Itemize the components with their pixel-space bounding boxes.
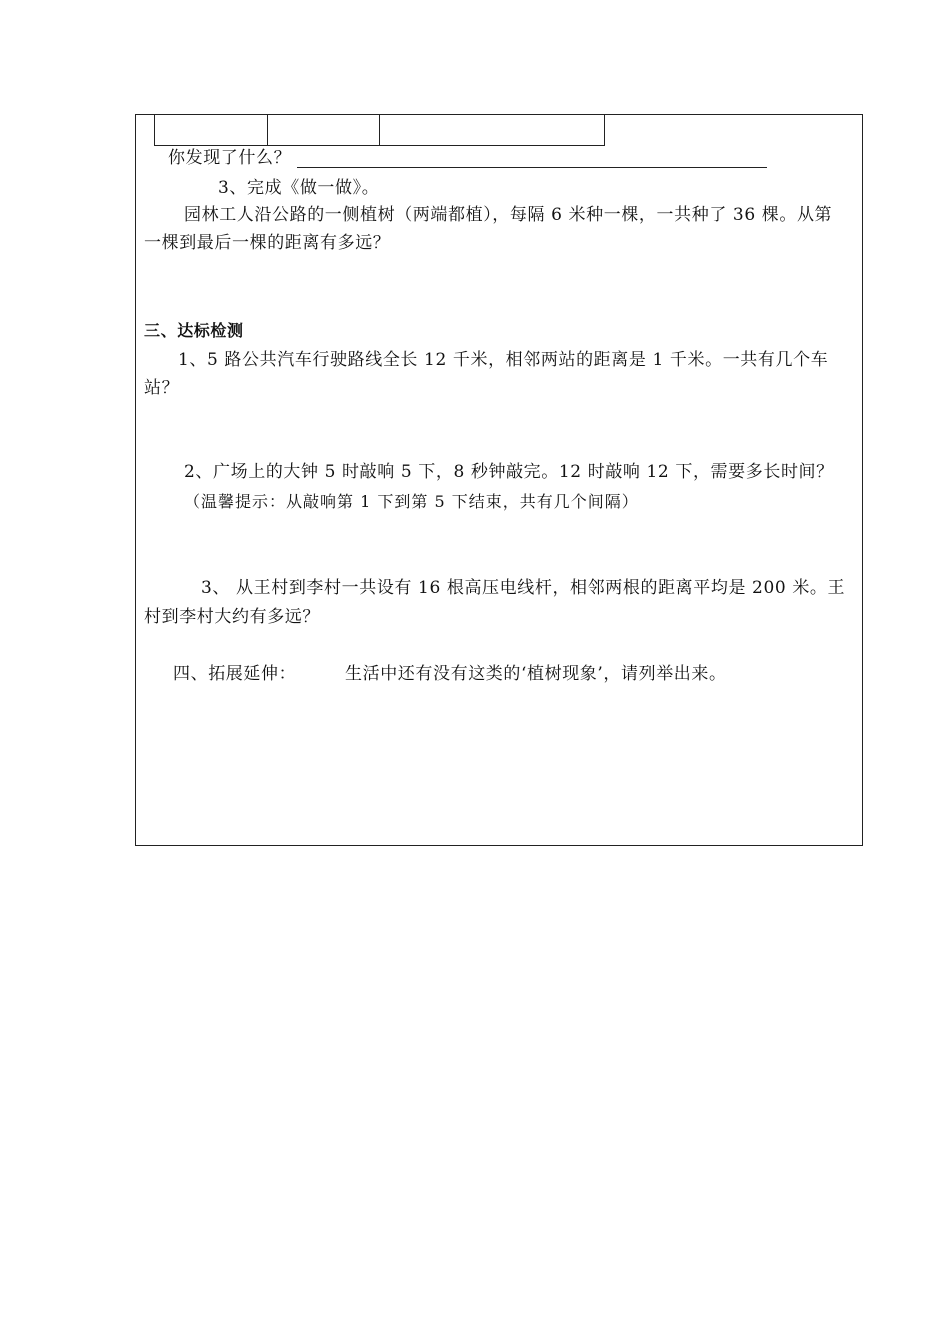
problem-line: 3、 从王村到李村一共设有 16 根高压电线杆，相邻两根的距离平均是 200 米。王 xyxy=(201,578,846,598)
discover-question xyxy=(168,148,767,168)
problem-line: 1、5 路公共汽车行驶路线全长 12 千米，相邻两站的距离是 1 千米。一共有几个车 xyxy=(178,350,829,370)
problem-line: 一棵到最后一棵的距离有多远？ xyxy=(144,233,391,253)
table-cell xyxy=(155,115,268,145)
task-title: 3、完成《做一做》。 xyxy=(218,178,380,198)
answer-blank-line xyxy=(297,149,767,168)
problem-line: 站？ xyxy=(144,378,180,398)
hint-text: （温馨提示：从敲响第 1 下到第 5 下结束，共有几个间隔） xyxy=(184,492,639,511)
table-cell xyxy=(380,115,604,145)
section-heading: 三、达标检测 xyxy=(144,321,244,340)
discover-prompt: 你发现了什么？ xyxy=(168,148,292,168)
problem-line: 村到李村大约有多远？ xyxy=(144,607,320,627)
problem-line: 园林工人沿公路的一侧植树（两端都植），每隔 6 米种一棵，一共种了 36 棵。从第 xyxy=(184,205,833,225)
table-cell xyxy=(268,115,380,145)
extension-text: 生活中还有没有这类的‘植树现象’，请列举出来。 xyxy=(345,664,727,684)
data-table-bottom-row xyxy=(154,115,605,146)
problem-line: 2、广场上的大钟 5 时敲响 5 下，8 秒钟敲完。12 时敲响 12 下，需要多长时间？ xyxy=(184,462,834,482)
section-heading: 四、拓展延伸： xyxy=(173,664,297,684)
